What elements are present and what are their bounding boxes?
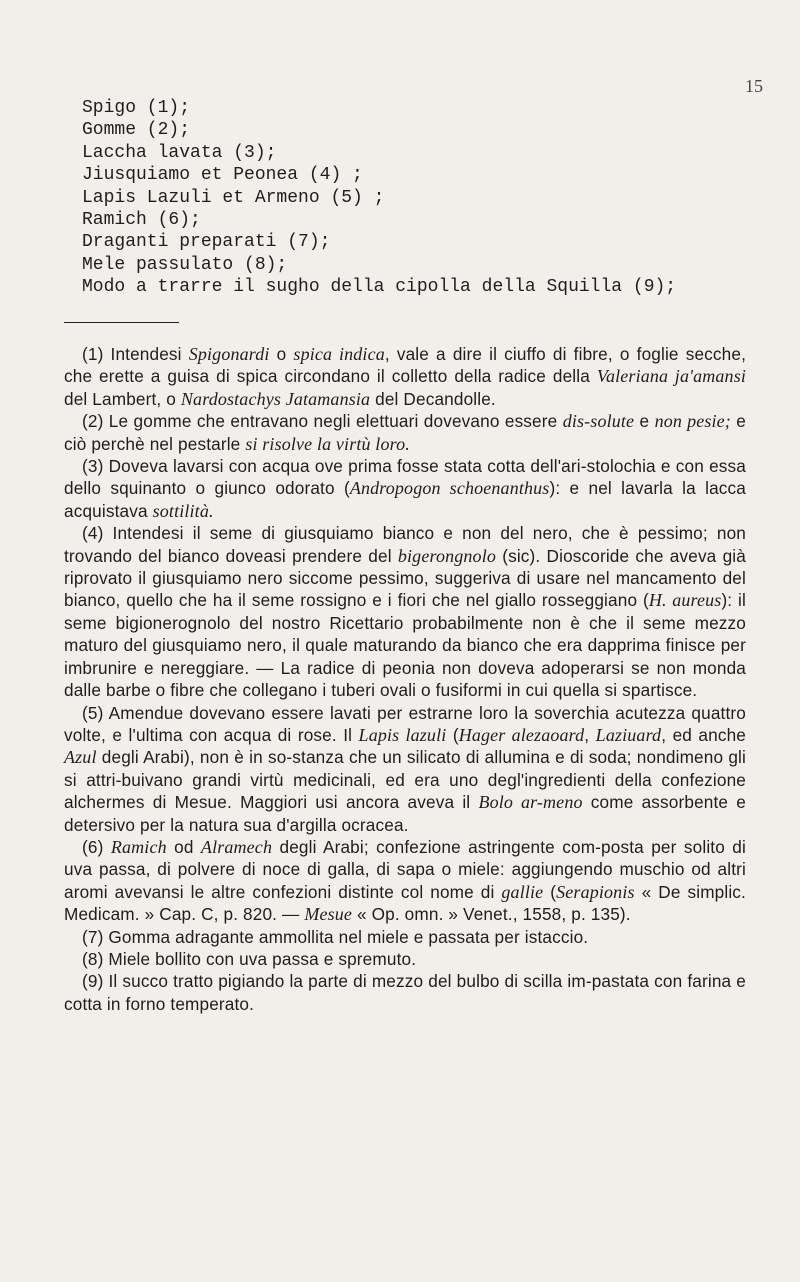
footnote [64, 455, 746, 522]
note-text: (9) Il succo tratto pigiando la parte di mezzo del bulbo di scilla im-pastata con farina e cotta in forno temperato. [64, 971, 746, 1014]
footnote [64, 522, 746, 701]
note-text: come assorbente e detersivo per la natura sua d'argilla ocracea. [64, 792, 747, 835]
italic-text: Hager alezaoard [458, 724, 585, 745]
italic-text: dis-solute [562, 411, 635, 432]
italic-text: Valeriana ja'amansi [596, 366, 746, 387]
italic-text: non pesie; [654, 411, 731, 432]
italic-text: Azul [64, 747, 97, 768]
italic-text: Serapionis [556, 881, 635, 902]
italic-text: Alramech [200, 836, 273, 857]
footnote [64, 343, 746, 410]
note-text: ( [446, 724, 459, 745]
note-text: (5) Amendue dovevano essere lavati per estrarne loro la soverchia acutezza quattro volte, e l'ultima con acqua di rose. Il [64, 702, 746, 745]
note-text: degli Arabi; confezione astringente com-posta per solito di uva passa, di polvere di noce di galla, di sapa o miele: aggiungendo muschio od altri aromi avevansi le altre confezioni distinte col nome di [64, 836, 746, 902]
note-text: e ciò perchè nel pestarle [64, 411, 746, 454]
note-text: (2) Le gomme che entravano negli elettuari dovevano essere [82, 411, 563, 432]
note-text: o [269, 344, 294, 364]
footnote-separator [64, 322, 179, 323]
footnote [64, 970, 746, 1015]
note-text: (3) Doveva lavarsi con acqua ove prima fosse stata cotta dell'ari-stolochia e con essa dello squinanto o giunco odorato ( [64, 456, 746, 499]
italic-text: Mesue [304, 904, 353, 925]
italic-text: Andropogon schoenanthus [349, 478, 550, 499]
note-text: (1) Intendesi [82, 344, 189, 364]
list-item: Gomme (2); [82, 120, 191, 141]
footnote [64, 836, 746, 926]
list-item: Lapis Lazuli et Armeno (5) ; [82, 187, 385, 208]
italic-text: Lapis lazuli [358, 724, 447, 745]
italic-text: gallie [501, 881, 544, 902]
italic-text: sottilità. [152, 500, 214, 521]
note-text: del Decandolle. [370, 388, 496, 409]
note-text: (7) Gomma adragante ammollita nel miele e passata per istaccio. [82, 926, 589, 947]
note-text: (sic). Dioscoride che aveva già riprovato il giusquiamo nero siccome pessimo, suggeriva di usare nel mancamento del bianco, quello che ha il seme rossigno e i fiori che nel giallo rosseggiano ( [64, 545, 746, 611]
note-text: « Op. omn. » Venet., 1558, p. 135). [352, 904, 631, 925]
recipe-ingredient-list [82, 97, 742, 299]
note-text: , vale a dire il ciuffo di fibre, o foglie secche, che erette a guisa di spica circondano il colletto della radice della [64, 344, 746, 387]
italic-text: H. aureus [648, 590, 722, 611]
italic-text: Laziuard [595, 724, 662, 745]
list-item: Spigo (1); [82, 98, 191, 118]
list-item: Modo a trarre il sugho della cipolla della Squilla (9); [82, 277, 677, 298]
note-text: (6) [82, 836, 111, 857]
note-text: (4) Intendesi il seme di giusquiamo bianco e non del nero, che è pessimo; non trovando del bianco doveasi prendere del [64, 523, 746, 566]
list-item: Jiusquiamo et Peonea (4) ; [82, 165, 363, 186]
note-text: , ed anche [661, 724, 747, 745]
list-item: Ramich (6); [82, 210, 201, 231]
note-text: « De simplic. Medicam. » Cap. C, p. 820. — [64, 881, 746, 925]
italic-text: Ramich [110, 836, 167, 857]
italic-text: Nardostachys Jatamansia [180, 388, 371, 409]
note-text: degli Arabi), non è in so-stanza che un silicato di allumina e di soda; nondimeno gli si attri-buivano grandi virtù medicinali, ed era uno degl'ingredienti della confezione alchermes di Mesue. Maggiori usi ancora aveva il [64, 747, 746, 813]
note-text: e [634, 411, 655, 432]
footnotes [64, 343, 746, 1015]
note-text: del Lambert, o [64, 388, 181, 409]
note-text: (8) Miele bollito con uva passa e spremuto. [82, 948, 417, 969]
italic-text: spica indica [293, 344, 385, 364]
page-number: 15 [745, 76, 763, 96]
list-item: Laccha lavata (3); [82, 142, 277, 163]
note-text: ): il seme bigionerognolo del nostro Ricettario probabilmente non è che il seme mezzo maturo del giusquiamo nero, il quale maturando da bianco che era dapprima finisce per imbrunire e nereggiare. — La radice di peonia non doveva adoperarsi se non monda dalle barbe o fibre che collegano i tuberi ovali o fusiformi in cui quella si spartisce. [64, 590, 746, 701]
footnote [64, 702, 746, 836]
note-text: ): e nel lavarla la lacca acquistava [64, 478, 746, 521]
italic-text: Spigonardi [188, 344, 270, 364]
footnote [64, 410, 746, 455]
note-text: od [166, 836, 201, 857]
footnote [64, 948, 746, 970]
note-text: , [584, 724, 596, 745]
list-item: Mele passulato (8); [82, 254, 288, 275]
note-text: ( [543, 881, 557, 902]
list-item: Draganti preparati (7); [82, 232, 331, 253]
italic-text: si risolve la virtù loro. [245, 433, 410, 454]
footnote [64, 926, 746, 948]
italic-text: bigerongnolo [397, 545, 497, 566]
italic-text: Bolo ar-meno [478, 792, 583, 813]
